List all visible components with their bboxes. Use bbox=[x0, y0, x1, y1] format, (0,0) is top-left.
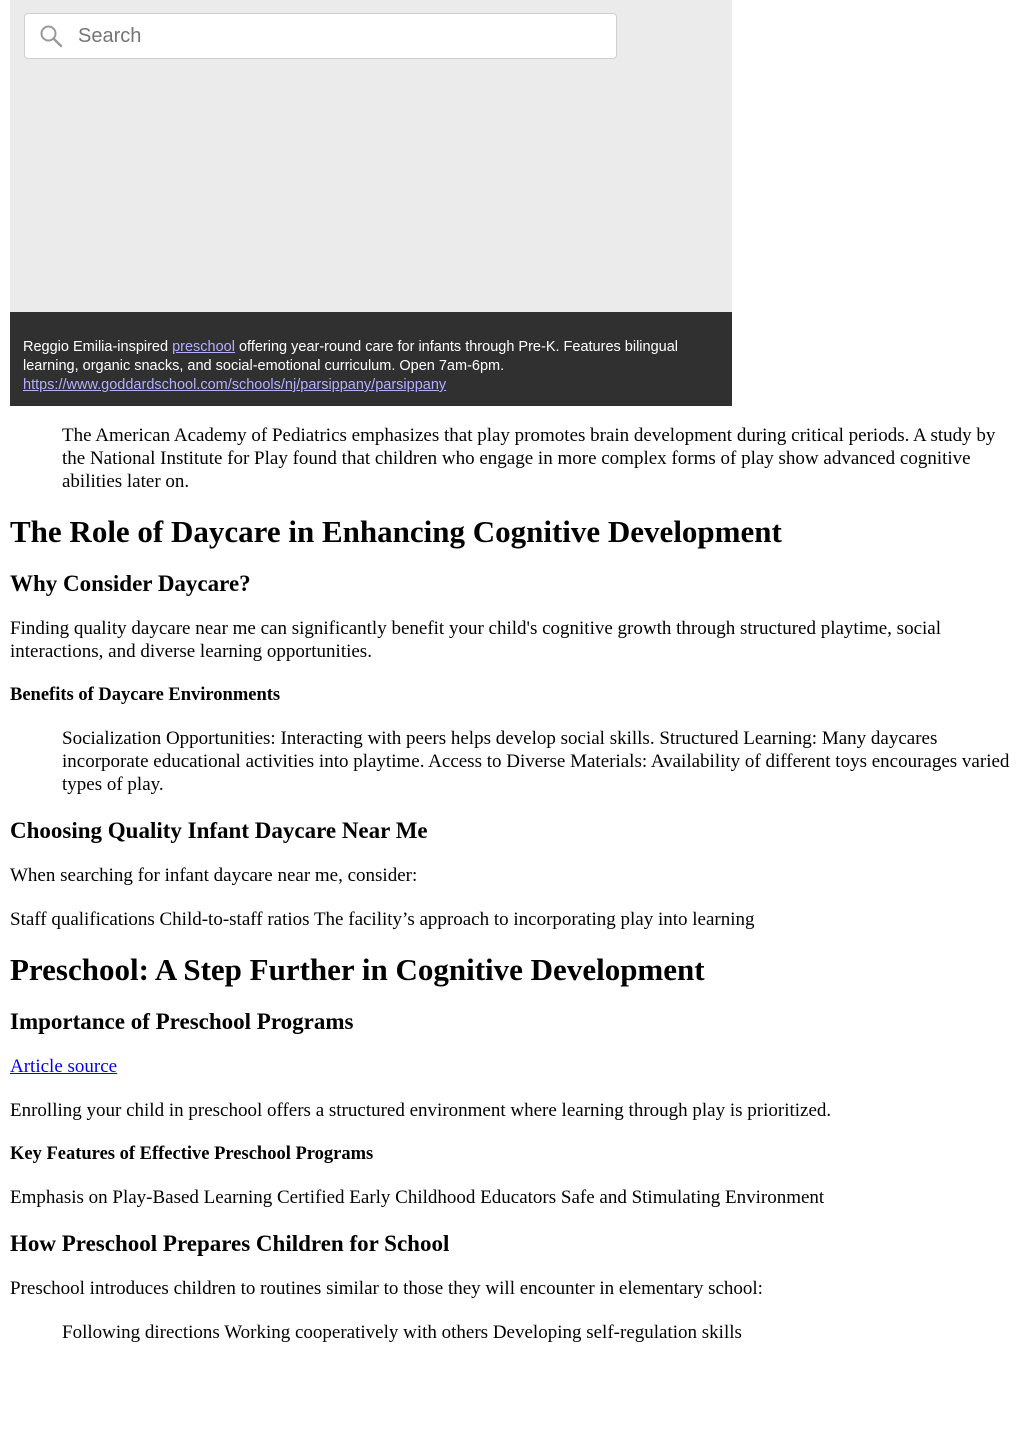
prepares-quote: Following directions Working cooperatively with others Developing self-regulation skills bbox=[62, 1322, 742, 1343]
section1-heading: The Role of Daycare in Enhancing Cognitive Development bbox=[10, 514, 782, 549]
caption-url-link[interactable]: https://www.goddardschool.com/schools/nj/parsippany/parsippany bbox=[23, 377, 447, 393]
importance-heading: Importance of Preschool Programs bbox=[10, 1009, 354, 1034]
benefits-quote: Socialization Opportunities: Interacting with peers helps develop social skills. Structured Learning: Many daycares incorporate educational activities into playtime. Access to Diverse Materials: Availability of different toys encourages varied types of play. bbox=[62, 728, 1010, 795]
section2-heading: Preschool: A Step Further in Cognitive Development bbox=[10, 952, 705, 987]
benefits-heading: Benefits of Daycare Environments bbox=[10, 685, 281, 705]
choosing-list: Staff qualifications Child-to-staff ratios The facility’s approach to incorporating play into learning bbox=[10, 909, 755, 930]
search-input[interactable] bbox=[78, 25, 558, 48]
intro-quote: The American Academy of Pediatrics emphasizes that play promotes brain development during critical periods. A study by the National Institute for Play found that children who engage in more complex forms of play show advanced cognitive abilities later on. bbox=[62, 425, 996, 492]
choosing-heading: Choosing Quality Infant Daycare Near Me bbox=[10, 818, 428, 843]
features-heading: Key Features of Effective Preschool Programs bbox=[10, 1144, 374, 1164]
map-widget[interactable] bbox=[10, 0, 732, 406]
features-list: Emphasis on Play-Based Learning Certified Early Childhood Educators Safe and Stimulating Environment bbox=[10, 1187, 825, 1208]
prepares-intro: Preschool introduces children to routines similar to those they will encounter in elementary school: bbox=[10, 1278, 763, 1299]
article-content bbox=[10, 424, 1020, 1365]
why-daycare-text: Finding quality daycare near me can significantly benefit your child's cognitive growth through structured playtime, social interactions, and diverse learning opportunities. bbox=[10, 618, 941, 662]
search-icon bbox=[38, 23, 64, 49]
why-daycare-heading: Why Consider Daycare? bbox=[10, 571, 251, 596]
caption-preschool-link[interactable]: preschool bbox=[172, 339, 235, 355]
caption-text-before: Reggio Emilia-inspired bbox=[23, 339, 173, 355]
importance-text: Enrolling your child in preschool offers a structured environment where learning through play is prioritized. bbox=[10, 1100, 832, 1121]
search-box[interactable] bbox=[24, 13, 617, 59]
map-caption bbox=[10, 312, 732, 406]
caption-text-after: offering year-round care for infants through Pre-K. Features bilingual learning, organic snacks, and social-emotional curriculum. Open 7am-6pm. bbox=[23, 339, 678, 374]
article-source-link[interactable]: Article source bbox=[10, 1056, 118, 1077]
prepares-heading: How Preschool Prepares Children for School bbox=[10, 1231, 450, 1256]
choosing-intro: When searching for infant daycare near me, consider: bbox=[10, 865, 418, 886]
